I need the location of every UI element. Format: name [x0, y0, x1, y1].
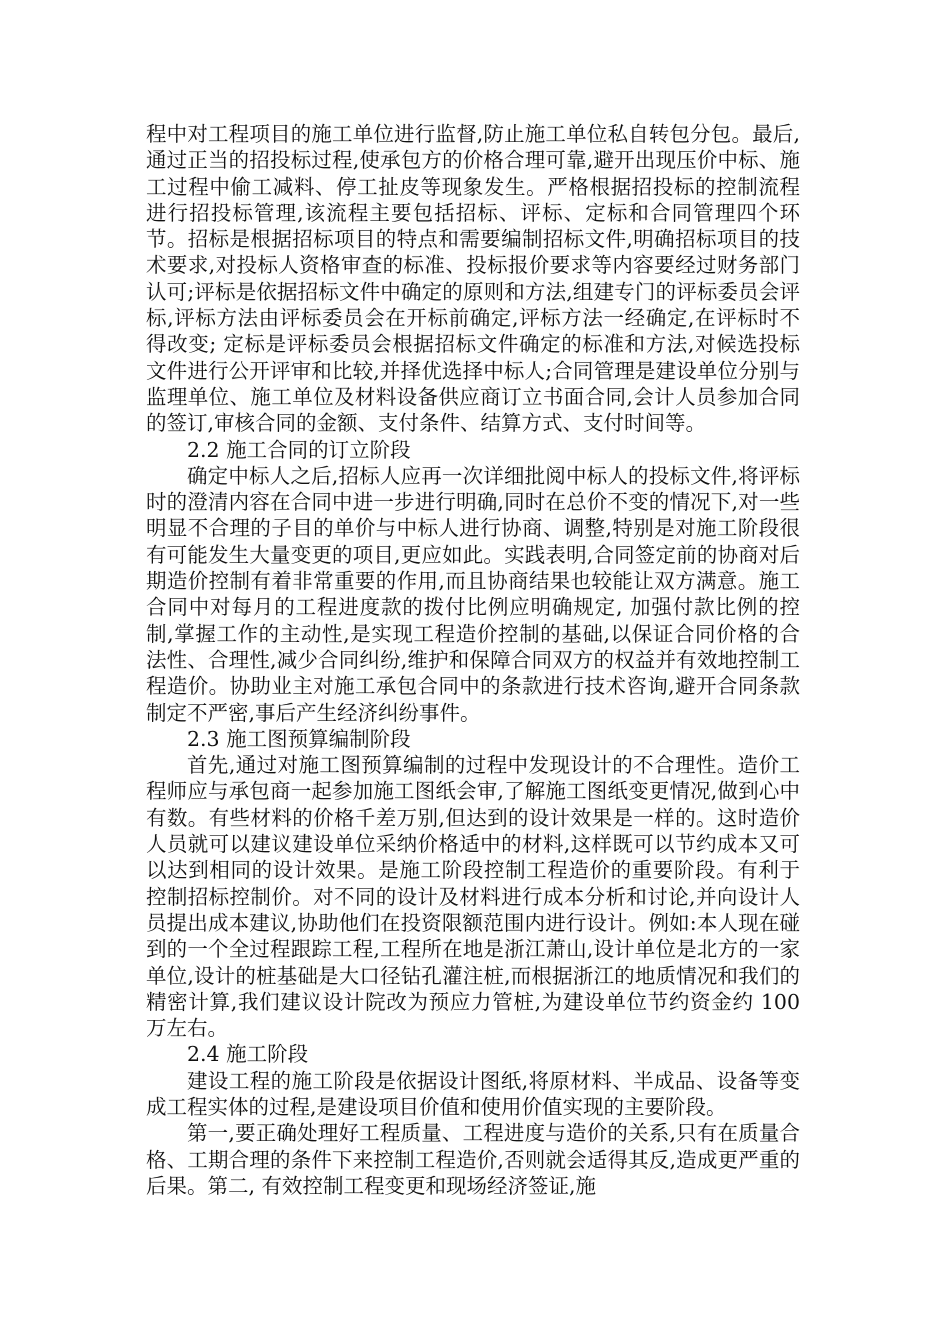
paragraph-construction-points: 第一,要正确处理好工程质量、工程进度与造价的关系,只有在质量合格、工期合理的条件下来控制工程造价,否则就会适得其反,造成更严重的后果。第二, 有效控制工程变更和现场经济签证,施 [146, 1121, 800, 1198]
document-page [146, 121, 800, 1199]
paragraph-bidding-control: 程中对工程项目的施工单位进行监督,防止施工单位私自转包分包。最后,通过正当的招投标过程,使承包方的价格合理可靠,避开出现压价中标、施工过程中偷工减料、停工扯皮等现象发生。严格根据招投标的控制流程进行招投标管理,该流程主要包括招标、评标、定标和合同管理四个环节。招标是根据招标项目的特点和需要编制招标文件,明确招标项目的技术要求,对投标人资格审查的标准、投标报价要求等内容要经过财务部门认可;评标是依据招标文件中确定的原则和方法,组建专门的评标委员会评标,评标方法由评标委员会在开标前确定,评标方法一经确定,在评标时不得改变; 定标是评标委员会根据招标文件确定的标准和方法,对候选投标文件进行公开评审和比较,并择优选择中标人;合同管理是建设单位分别与监理单位、施工单位及材料设备供应商订立书面合同,会计人员参加合同的签订,审核合同的金额、支付条件、结算方式、支付时间等。 [146, 122, 800, 436]
paragraph-budget-stage: 首先,通过对施工图预算编制的过程中发现设计的不合理性。造价工程师应与承包商一起参加施工图纸会审,了解施工图纸变更情况,做到心中有数。有些材料的价格千差万别,但达到的设计效果是一样的。这时造价人员就可以建议建设单位采纳价格适中的材料,这样既可以节约成本又可以达到相同的设计效果。是施工阶段控制工程造价的重要阶段。有利于控制招标控制价。对不同的设计及材料进行成本分析和讨论,并向设计人员提出成本建议,协助他们在投资限额范围内进行设计。例如:本人现在碰到的一个全过程跟踪工程,工程所在地是浙江萧山,设计单位是北方的一家单位,设计的桩基础是大口径钻孔灌注桩,而根据浙江的地质情况和我们的精密计算,我们建议设计院改为预应力管桩,为建设单位节约资金约 100 万左右。 [146, 753, 800, 1041]
paragraph-construction-intro: 建设工程的施工阶段是依据设计图纸,将原材料、半成品、设备等变成工程实体的过程,是建设项目价值和使用价值实现的主要阶段。 [146, 1068, 800, 1119]
section-heading-2-4: 2.4 施工阶段 [187, 1042, 309, 1067]
section-heading-2-3: 2.3 施工图预算编制阶段 [187, 726, 411, 751]
paragraph-contract-stage: 确定中标人之后,招标人应再一次详细批阅中标人的投标文件,将评标时的澄清内容在合同中进一步进行明确,同时在总价不变的情况下,对一些明显不合理的子目的单价与中标人进行协商、调整,特别是对施工阶段很有可能发生大量变更的项目,更应如此。实践表明,合同签定前的协商对后期造价控制有着非常重要的作用,而且协商结果也较能让双方满意。施工合同中对每月的工程进度款的拨付比例应明确规定, 加强付款比例的控制,掌握工作的主动性,是实现工程造价控制的基础,以保证合同价格的合法性、合理性,减少合同纠纷,维护和保障合同双方的权益并有效地控制工程造价。协助业主对施工承包合同中的条款进行技术咨询,避开合同条款制定不严密,事后产生经济纠纷事件。 [146, 463, 800, 725]
section-heading-2-2: 2.2 施工合同的订立阶段 [187, 437, 411, 462]
